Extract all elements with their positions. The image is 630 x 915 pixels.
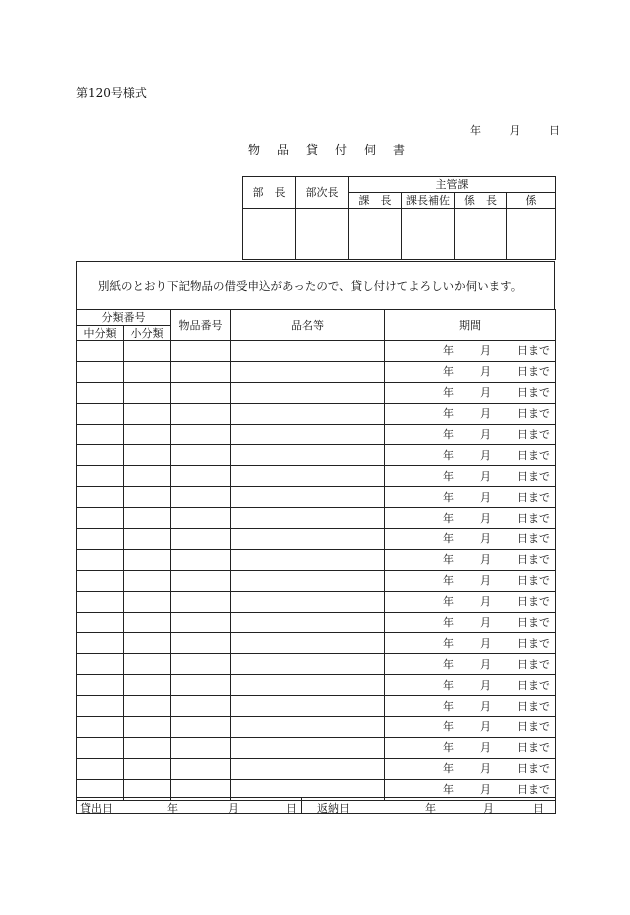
period-cell[interactable] xyxy=(385,466,556,487)
item-name-header: 品名等 xyxy=(231,310,385,341)
table-row xyxy=(77,549,556,570)
period-month: 月 xyxy=(480,532,491,546)
table-row xyxy=(77,466,556,487)
table-row xyxy=(77,445,556,466)
period-cell[interactable] xyxy=(385,361,556,382)
period-until: 日まで xyxy=(517,657,550,671)
item-number-cell[interactable] xyxy=(171,341,231,362)
small-class-cell[interactable] xyxy=(124,633,171,654)
item-name-cell[interactable] xyxy=(231,654,385,675)
lend-month: 月 xyxy=(228,802,239,815)
table-row xyxy=(77,382,556,403)
item-number-cell[interactable] xyxy=(171,529,231,550)
small-class-cell[interactable] xyxy=(124,675,171,696)
period-cell[interactable] xyxy=(385,675,556,696)
item-name-cell[interactable] xyxy=(231,403,385,424)
table-row xyxy=(77,654,556,675)
lend-return-row xyxy=(76,797,556,814)
middle-class-cell[interactable] xyxy=(77,424,124,445)
small-class-cell[interactable] xyxy=(124,466,171,487)
period-cell[interactable] xyxy=(385,508,556,529)
period-until: 日まで xyxy=(517,762,550,776)
item-name-cell[interactable] xyxy=(231,758,385,779)
period-year: 年 xyxy=(443,574,454,588)
period-year: 年 xyxy=(443,678,454,692)
item-number-cell[interactable] xyxy=(171,570,231,591)
stamp-box-kacho[interactable] xyxy=(349,209,402,260)
date-year: 年 xyxy=(470,124,481,137)
period-month: 月 xyxy=(480,783,491,797)
small-class-cell[interactable] xyxy=(124,445,171,466)
small-class-cell[interactable] xyxy=(124,570,171,591)
middle-class-cell[interactable] xyxy=(77,341,124,362)
small-class-cell[interactable] xyxy=(124,403,171,424)
stamp-box-bucho[interactable] xyxy=(243,209,296,260)
return-month: 月 xyxy=(483,802,494,815)
small-class-cell[interactable] xyxy=(124,487,171,508)
middle-class-cell[interactable] xyxy=(77,361,124,382)
kakaricho-label: 係 長 xyxy=(455,193,507,209)
middle-class-cell[interactable] xyxy=(77,737,124,758)
period-month: 月 xyxy=(480,407,491,421)
period-month: 月 xyxy=(480,720,491,734)
middle-class-cell[interactable] xyxy=(77,549,124,570)
date-day: 日 xyxy=(549,124,560,137)
period-year: 年 xyxy=(443,365,454,379)
small-class-cell[interactable] xyxy=(124,717,171,738)
period-until: 日まで xyxy=(517,407,550,421)
item-name-cell[interactable] xyxy=(231,549,385,570)
period-month: 月 xyxy=(480,386,491,400)
small-class-cell[interactable] xyxy=(124,341,171,362)
document-title: 物品貸付伺書 xyxy=(248,143,423,157)
item-name-cell[interactable] xyxy=(231,424,385,445)
period-month: 月 xyxy=(480,428,491,441)
middle-class-cell[interactable] xyxy=(77,466,124,487)
period-cell[interactable] xyxy=(385,654,556,675)
classification-header: 分類番号 xyxy=(77,310,171,326)
small-class-cell[interactable] xyxy=(124,361,171,382)
period-year: 年 xyxy=(443,657,454,671)
period-month: 月 xyxy=(480,490,491,504)
approval-stamp-table xyxy=(242,176,556,260)
small-class-cell[interactable] xyxy=(124,549,171,570)
table-row xyxy=(77,361,556,382)
period-month: 月 xyxy=(480,762,491,776)
period-cell[interactable] xyxy=(385,445,556,466)
middle-class-cell[interactable] xyxy=(77,570,124,591)
middle-class-cell[interactable] xyxy=(77,633,124,654)
period-month: 月 xyxy=(480,469,491,483)
period-year: 年 xyxy=(443,428,454,441)
table-row xyxy=(77,737,556,758)
small-class-cell[interactable] xyxy=(124,591,171,612)
period-year: 年 xyxy=(443,720,454,734)
bucho-label: 部 長 xyxy=(243,177,296,209)
item-name-cell[interactable] xyxy=(231,570,385,591)
small-class-cell[interactable] xyxy=(124,737,171,758)
small-class-cell[interactable] xyxy=(124,382,171,403)
period-month: 月 xyxy=(480,699,491,713)
date-line xyxy=(470,122,560,138)
small-class-header: 小分類 xyxy=(124,326,171,341)
middle-class-cell[interactable] xyxy=(77,758,124,779)
period-month: 月 xyxy=(480,448,491,462)
period-until: 日まで xyxy=(517,595,550,609)
item-name-cell[interactable] xyxy=(231,675,385,696)
date-month: 月 xyxy=(509,124,521,137)
item-name-cell[interactable] xyxy=(231,612,385,633)
period-month: 月 xyxy=(480,678,491,692)
table-row xyxy=(77,612,556,633)
item-name-cell[interactable] xyxy=(231,633,385,654)
lend-year: 年 xyxy=(167,802,178,815)
period-year: 年 xyxy=(443,511,454,525)
item-name-cell[interactable] xyxy=(231,737,385,758)
period-cell[interactable] xyxy=(385,758,556,779)
period-cell[interactable] xyxy=(385,612,556,633)
period-until: 日まで xyxy=(517,678,550,692)
item-number-cell[interactable] xyxy=(171,696,231,717)
table-row xyxy=(77,508,556,529)
middle-class-cell[interactable] xyxy=(77,487,124,508)
period-year: 年 xyxy=(443,595,454,609)
period-year: 年 xyxy=(443,783,454,797)
item-name-cell[interactable] xyxy=(231,717,385,738)
period-until: 日まで xyxy=(517,428,550,441)
period-cell[interactable] xyxy=(385,487,556,508)
period-until: 日まで xyxy=(517,490,550,504)
period-cell[interactable] xyxy=(385,529,556,550)
period-month: 月 xyxy=(480,657,491,671)
period-until: 日まで xyxy=(517,741,550,755)
period-cell[interactable] xyxy=(385,341,556,362)
period-year: 年 xyxy=(443,469,454,483)
period-cell[interactable] xyxy=(385,424,556,445)
item-number-cell[interactable] xyxy=(171,737,231,758)
small-class-cell[interactable] xyxy=(124,758,171,779)
period-cell[interactable] xyxy=(385,382,556,403)
item-number-cell[interactable] xyxy=(171,424,231,445)
small-class-cell[interactable] xyxy=(124,508,171,529)
period-until: 日まで xyxy=(517,699,550,713)
period-month: 月 xyxy=(480,616,491,630)
period-until: 日まで xyxy=(517,783,550,797)
period-until: 日まで xyxy=(517,365,550,379)
period-cell[interactable] xyxy=(385,570,556,591)
lend-day: 日 xyxy=(286,802,297,815)
period-until: 日まで xyxy=(517,386,550,400)
period-year: 年 xyxy=(443,636,454,650)
period-cell[interactable] xyxy=(385,549,556,570)
table-row xyxy=(77,341,556,362)
table-row xyxy=(77,529,556,550)
bottom-divider xyxy=(301,798,302,813)
request-statement-text: 別紙のとおり下記物品の借受申込があったので、貸し付けてよろしいか伺います。 xyxy=(98,278,523,293)
table-row xyxy=(77,591,556,612)
period-until: 日まで xyxy=(517,448,550,462)
stamp-box-kacho-hosa[interactable] xyxy=(402,209,455,260)
item-name-cell[interactable] xyxy=(231,508,385,529)
item-number-cell[interactable] xyxy=(171,508,231,529)
item-name-cell[interactable] xyxy=(231,466,385,487)
middle-class-cell[interactable] xyxy=(77,654,124,675)
item-number-cell[interactable] xyxy=(171,445,231,466)
period-until: 日まで xyxy=(517,553,550,567)
small-class-cell[interactable] xyxy=(124,612,171,633)
middle-class-cell[interactable] xyxy=(77,529,124,550)
middle-class-cell[interactable] xyxy=(77,717,124,738)
period-month: 月 xyxy=(480,595,491,609)
item-number-cell[interactable] xyxy=(171,675,231,696)
item-number-cell[interactable] xyxy=(171,633,231,654)
period-until: 日まで xyxy=(517,574,550,588)
period-year: 年 xyxy=(443,344,454,358)
item-number-cell[interactable] xyxy=(171,591,231,612)
period-until: 日まで xyxy=(517,636,550,650)
middle-class-header: 中分類 xyxy=(77,326,124,341)
table-row xyxy=(77,717,556,738)
middle-class-cell[interactable] xyxy=(77,508,124,529)
period-until: 日まで xyxy=(517,720,550,734)
lend-date-label: 貸出日 xyxy=(80,802,113,815)
small-class-cell[interactable] xyxy=(124,529,171,550)
period-until: 日まで xyxy=(517,344,550,358)
period-cell[interactable] xyxy=(385,591,556,612)
table-row xyxy=(77,570,556,591)
kacho-label: 課 長 xyxy=(349,193,402,209)
item-number-cell[interactable] xyxy=(171,717,231,738)
item-number-cell[interactable] xyxy=(171,361,231,382)
period-month: 月 xyxy=(480,365,491,379)
period-year: 年 xyxy=(443,762,454,776)
table-row xyxy=(77,424,556,445)
small-class-cell[interactable] xyxy=(124,424,171,445)
shukanka-label: 主管課 xyxy=(349,177,556,193)
request-statement xyxy=(76,261,555,310)
stamp-box-kakari[interactable] xyxy=(507,209,556,260)
period-month: 月 xyxy=(480,511,491,525)
item-number-cell[interactable] xyxy=(171,612,231,633)
period-header: 期間 xyxy=(385,310,556,341)
period-until: 日まで xyxy=(517,511,550,525)
middle-class-cell[interactable] xyxy=(77,591,124,612)
return-date-label: 返納日 xyxy=(317,802,350,815)
item-number-cell[interactable] xyxy=(171,403,231,424)
bujicho-label: 部次長 xyxy=(296,177,349,209)
period-month: 月 xyxy=(480,574,491,588)
period-year: 年 xyxy=(443,553,454,567)
table-row xyxy=(77,403,556,424)
item-number-cell[interactable] xyxy=(171,466,231,487)
table-row xyxy=(77,487,556,508)
small-class-cell[interactable] xyxy=(124,654,171,675)
return-year: 年 xyxy=(425,802,436,815)
period-year: 年 xyxy=(443,699,454,713)
item-name-cell[interactable] xyxy=(231,445,385,466)
period-until: 日まで xyxy=(517,616,550,630)
item-number-cell[interactable] xyxy=(171,382,231,403)
period-year: 年 xyxy=(443,616,454,630)
return-day: 日 xyxy=(533,802,544,815)
period-cell[interactable] xyxy=(385,737,556,758)
middle-class-cell[interactable] xyxy=(77,382,124,403)
period-cell[interactable] xyxy=(385,717,556,738)
period-year: 年 xyxy=(443,532,454,546)
middle-class-cell[interactable] xyxy=(77,403,124,424)
item-name-cell[interactable] xyxy=(231,487,385,508)
item-number-cell[interactable] xyxy=(171,487,231,508)
middle-class-cell[interactable] xyxy=(77,445,124,466)
item-name-cell[interactable] xyxy=(231,591,385,612)
period-month: 月 xyxy=(480,636,491,650)
item-number-cell[interactable] xyxy=(171,549,231,570)
item-name-cell[interactable] xyxy=(231,382,385,403)
item-number-cell[interactable] xyxy=(171,654,231,675)
period-cell[interactable] xyxy=(385,696,556,717)
items-table xyxy=(76,309,556,801)
period-year: 年 xyxy=(443,448,454,462)
period-month: 月 xyxy=(480,344,491,358)
period-until: 日まで xyxy=(517,469,550,483)
kakari-label: 係 xyxy=(507,193,556,209)
middle-class-cell[interactable] xyxy=(77,612,124,633)
small-class-cell[interactable] xyxy=(124,696,171,717)
period-year: 年 xyxy=(443,407,454,421)
form-number: 第120号様式 xyxy=(76,86,147,100)
period-month: 月 xyxy=(480,553,491,567)
period-month: 月 xyxy=(480,741,491,755)
table-row xyxy=(77,633,556,654)
period-until: 日まで xyxy=(517,532,550,546)
item-name-cell[interactable] xyxy=(231,529,385,550)
kacho-hosa-label: 課長補佐 xyxy=(402,193,455,209)
period-year: 年 xyxy=(443,386,454,400)
item-name-cell[interactable] xyxy=(231,361,385,382)
item-name-cell[interactable] xyxy=(231,341,385,362)
period-year: 年 xyxy=(443,741,454,755)
item-name-cell[interactable] xyxy=(231,696,385,717)
table-row xyxy=(77,675,556,696)
middle-class-cell[interactable] xyxy=(77,675,124,696)
stamp-box-kakaricho[interactable] xyxy=(455,209,507,260)
period-cell[interactable] xyxy=(385,403,556,424)
period-cell[interactable] xyxy=(385,633,556,654)
period-year: 年 xyxy=(443,490,454,504)
stamp-box-bujicho[interactable] xyxy=(296,209,349,260)
table-row xyxy=(77,696,556,717)
item-number-header: 物品番号 xyxy=(171,310,231,341)
item-number-cell[interactable] xyxy=(171,758,231,779)
table-row xyxy=(77,758,556,779)
middle-class-cell[interactable] xyxy=(77,696,124,717)
